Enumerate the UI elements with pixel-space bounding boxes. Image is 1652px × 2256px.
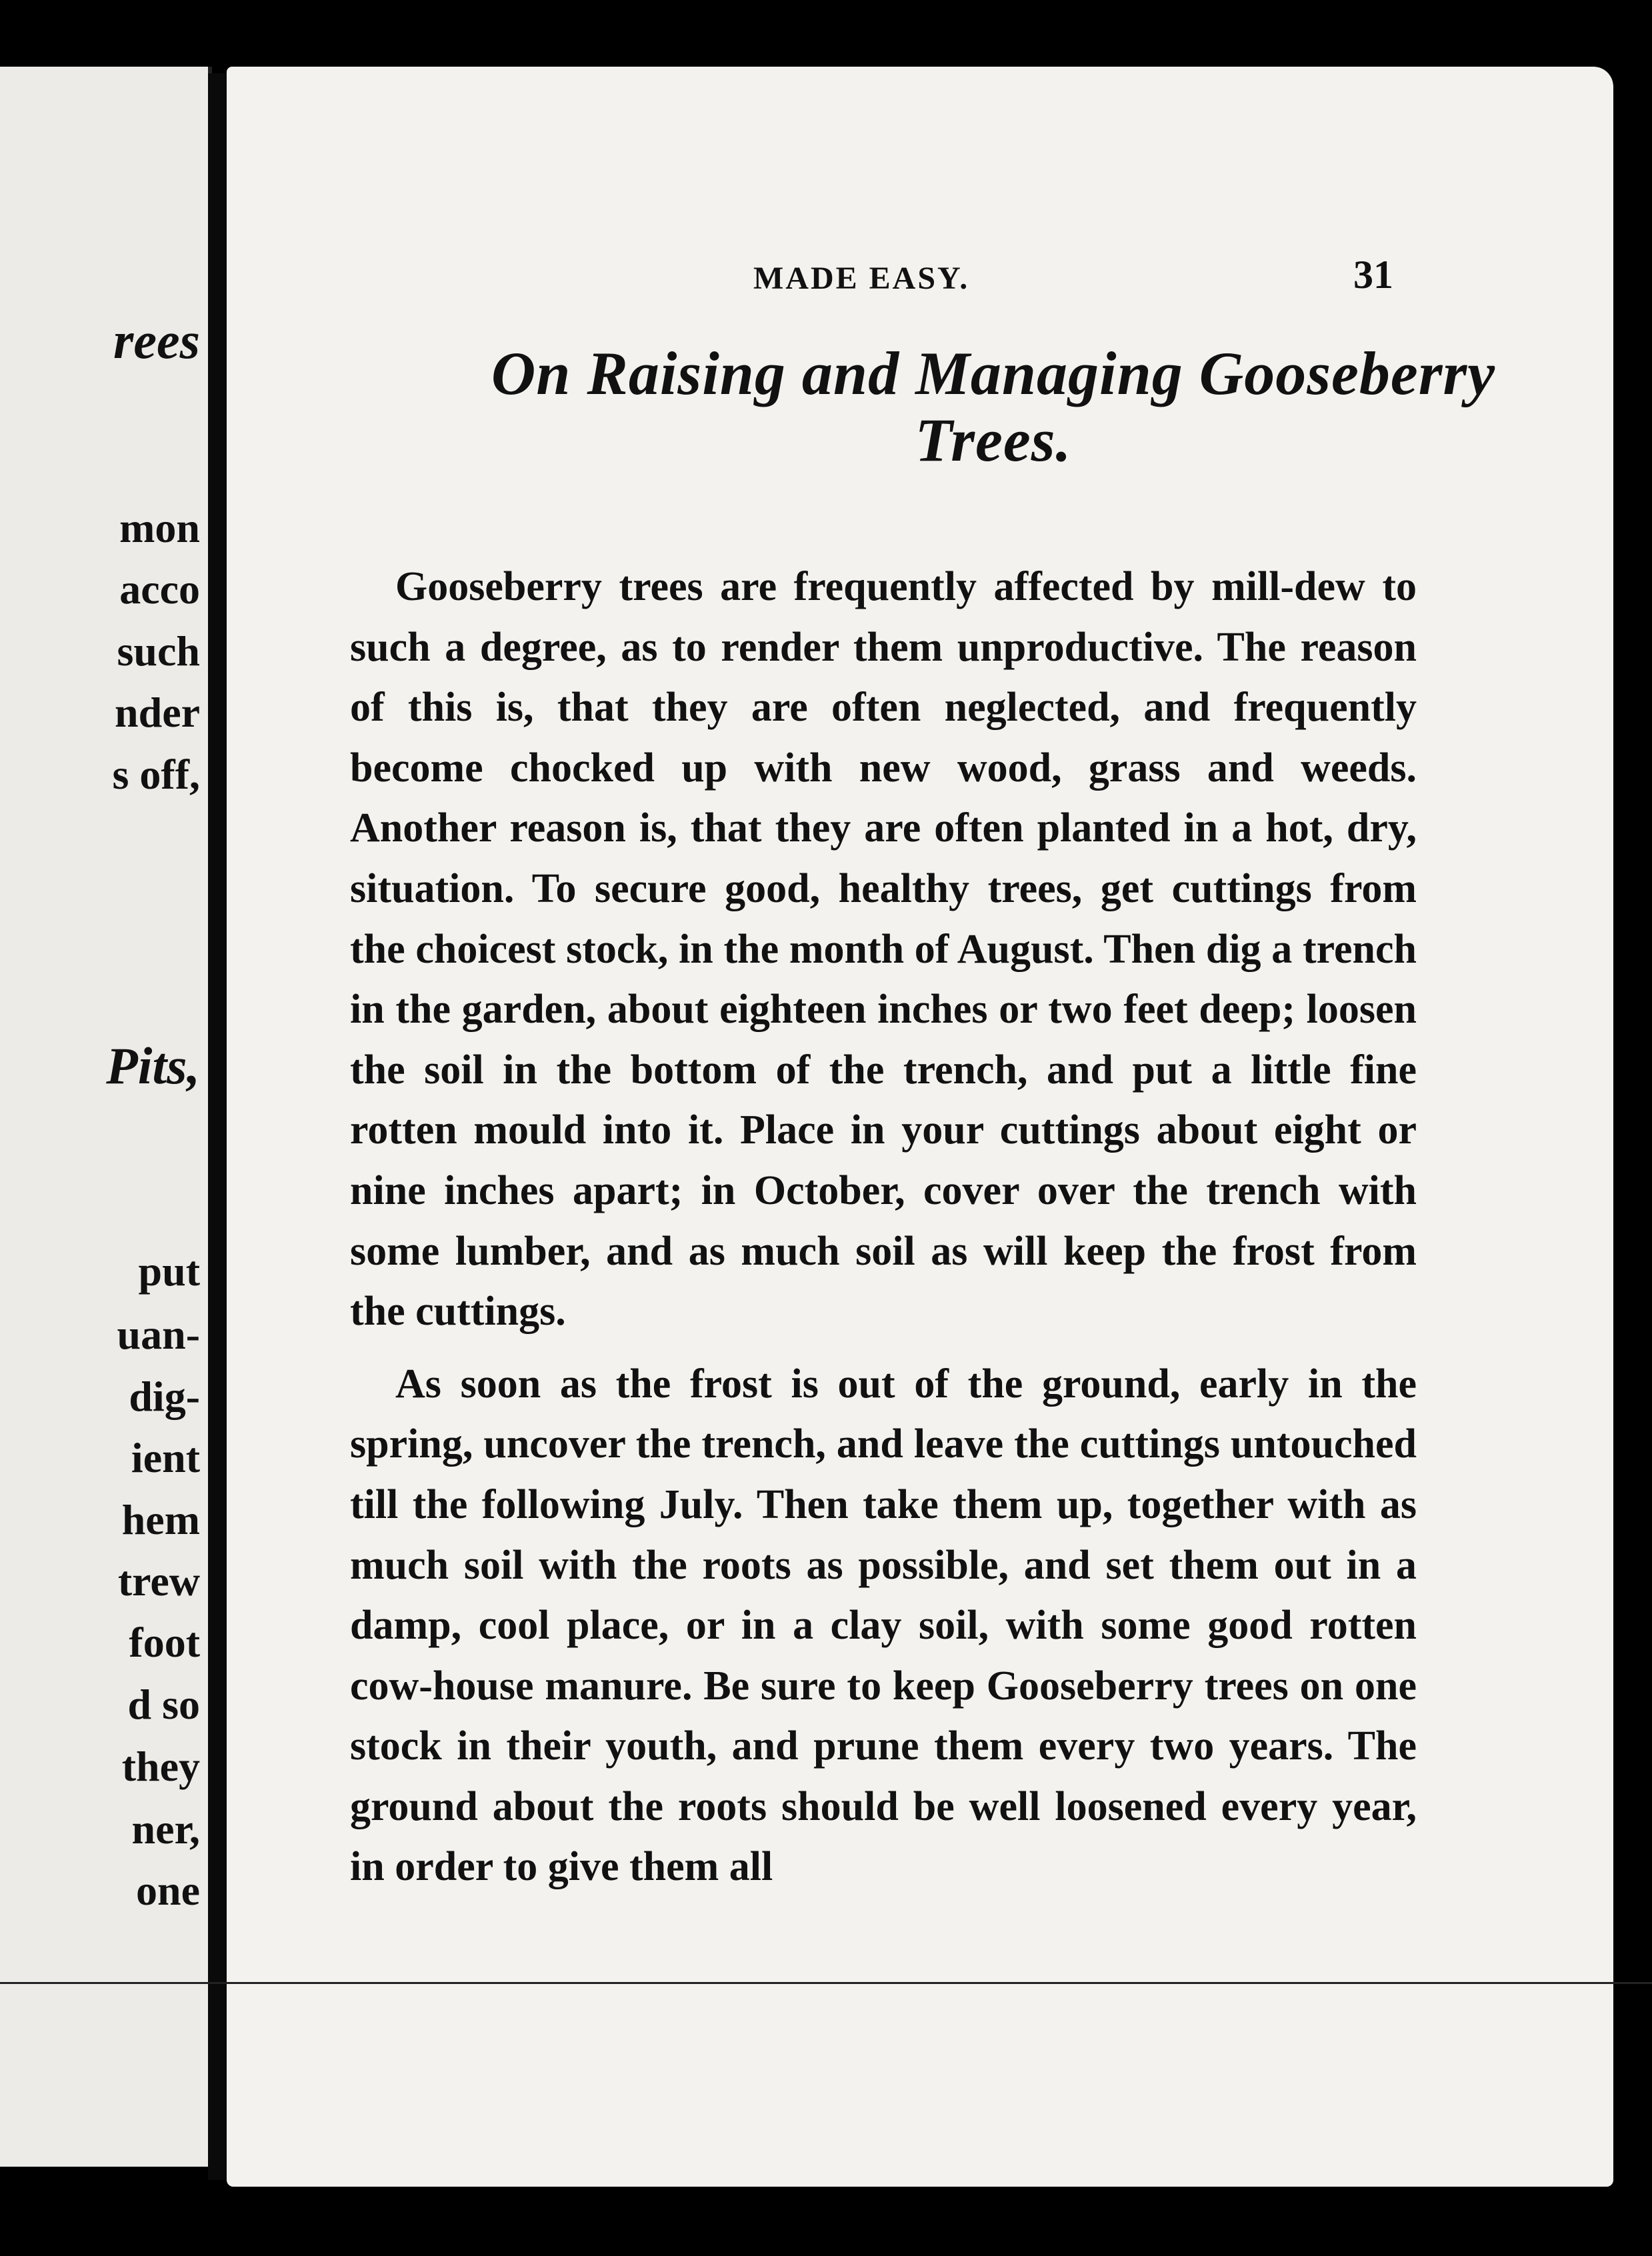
left-fragment-line: uan-: [117, 1311, 200, 1358]
left-fragment-line: nder: [115, 689, 200, 736]
left-fragment-line: ner,: [131, 1805, 200, 1853]
left-fragment-line: dig-: [129, 1373, 200, 1420]
left-fragment-line: s off,: [112, 751, 200, 798]
chapter-title-line-2: Trees.: [915, 406, 1072, 474]
left-fragment-heading-2: Pits,: [106, 1037, 200, 1095]
left-fragment-heading-1: rees: [113, 311, 200, 369]
left-fragment-line: they: [121, 1743, 200, 1790]
left-fragment-line: foot: [129, 1619, 200, 1666]
main-page: [227, 67, 1613, 2187]
left-fragment-line: hem: [121, 1496, 200, 1543]
left-fragment-line: put: [138, 1247, 200, 1295]
page-header: [227, 253, 1400, 307]
chapter-title-line-1: On Raising and Managing Gooseberry: [491, 339, 1496, 407]
left-fragment-line: ient: [131, 1434, 200, 1481]
page-number: 31: [1353, 253, 1393, 297]
body-text: [350, 557, 1417, 1897]
paragraph-1: Gooseberry trees are frequently affected by mill-dew to such a degree, as to render them unproductive. The reason of this is, that they are often neglected, and frequently become chocked up with new wood, grass and weeds. Another reason is, that they are often planted in a hot, dry, situation. To secure good, healthy trees, get cuttings from the choicest stock, in the month of August. Then dig a trench in the garden, about eighteen inches or two feet deep; loosen the soil in the bottom of the trench, and put a little fine rotten mould into it. Place in your cuttings about eight or nine inches apart; in October, cover over the trench with some lumber, and as much soil as will keep the frost from the cuttings.: [350, 564, 1417, 1335]
left-fragment-line: acco: [119, 565, 200, 613]
running-head: MADE EASY.: [753, 261, 970, 296]
book-gutter: [208, 73, 227, 2180]
left-fragment-line: such: [117, 627, 200, 675]
left-fragment-line: mon: [119, 504, 200, 551]
left-fragment-line: one: [136, 1867, 200, 1914]
left-facing-page: [0, 67, 212, 2167]
left-fragment-line: d so: [127, 1681, 200, 1728]
chapter-title: [340, 340, 1613, 473]
scan-artifact-line: [0, 1982, 1652, 1984]
left-fragment-line: trew: [117, 1557, 200, 1605]
paragraph-2: As soon as the frost is out of the ground, early in the spring, uncover the trench, and leave the cuttings untouched till the following July. Then take them up, together with as much soil with the roots as possible, and set them out in a damp, cool place, or in a clay soil, with some good rotten cow-house manure. Be sure to keep Gooseberry trees on one stock in their youth, and prune them every two years. The ground about the roots should be well loosened every year, in order to give them all: [350, 1361, 1417, 1890]
